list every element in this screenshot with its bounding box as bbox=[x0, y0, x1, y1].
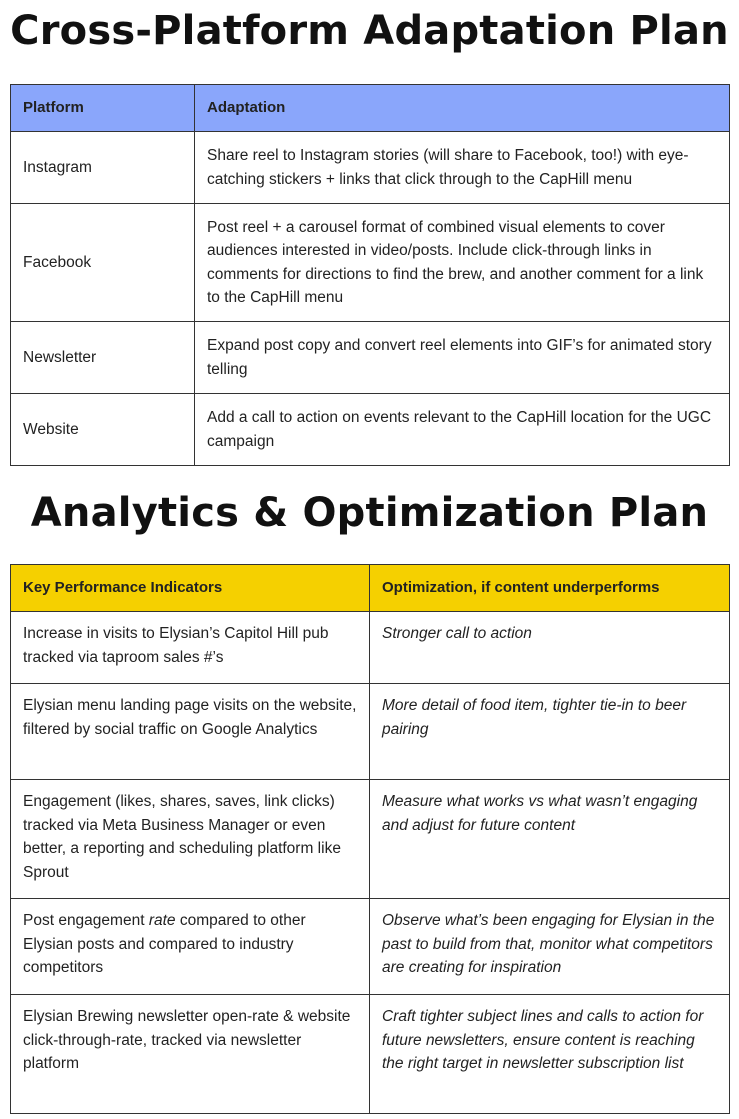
table-row bbox=[11, 204, 730, 322]
kpi-column-header: Key Performance Indicators bbox=[11, 565, 370, 612]
table-row bbox=[11, 780, 730, 899]
table-row bbox=[11, 612, 730, 684]
kpi-text-after: compared to other Elysian posts and compared to industry competitors bbox=[23, 912, 306, 976]
adaptation-table bbox=[10, 84, 730, 466]
kpi-cell bbox=[11, 899, 370, 995]
adaptation-header-row bbox=[11, 85, 730, 132]
table-row bbox=[11, 899, 730, 995]
analytics-table bbox=[10, 564, 730, 1114]
adaptation-cell: Expand post copy and convert reel elements into GIF’s for animated story telling bbox=[195, 322, 730, 394]
kpi-cell: Engagement (likes, shares, saves, link clicks) tracked via Meta Business Manager or even better, a reporting and scheduling platform like Sprout bbox=[11, 780, 370, 899]
table-row bbox=[11, 132, 730, 204]
platform-cell: Website bbox=[11, 394, 195, 466]
adaptation-column-header: Adaptation bbox=[195, 85, 730, 132]
kpi-cell: Increase in visits to Elysian’s Capitol Hill pub tracked via taproom sales #’s bbox=[11, 612, 370, 684]
table-row bbox=[11, 394, 730, 466]
table-row bbox=[11, 684, 730, 780]
kpi-emphasis: rate bbox=[148, 912, 176, 929]
kpi-text-before: Post engagement bbox=[23, 912, 149, 929]
optimization-cell: Craft tighter subject lines and calls to action for future newsletters, ensure content is reaching the right target in newsletter subscription list bbox=[370, 995, 730, 1114]
optimization-cell: Observe what’s been engaging for Elysian in the past to build from that, monitor what competitors are creating for inspiration bbox=[370, 899, 730, 995]
optimization-cell: More detail of food item, tighter tie-in to beer pairing bbox=[370, 684, 730, 780]
adaptation-cell: Post reel + a carousel format of combined visual elements to cover audiences interested in video/posts. Include click-through links in comments for directions to find the brew, and another comment for a link to the CapHill menu bbox=[195, 204, 730, 322]
platform-cell: Facebook bbox=[11, 204, 195, 322]
kpi-cell: Elysian menu landing page visits on the website, filtered by social traffic on Google Analytics bbox=[11, 684, 370, 780]
table-row bbox=[11, 995, 730, 1114]
platform-column-header: Platform bbox=[11, 85, 195, 132]
table-row bbox=[11, 322, 730, 394]
optimization-column-header: Optimization, if content underperforms bbox=[370, 565, 730, 612]
platform-cell: Newsletter bbox=[11, 322, 195, 394]
analytics-plan-title: Analytics & Optimization Plan bbox=[30, 490, 709, 536]
optimization-cell: Stronger call to action bbox=[370, 612, 730, 684]
platform-cell: Instagram bbox=[11, 132, 195, 204]
adaptation-cell: Add a call to action on events relevant to the CapHill location for the UGC campaign bbox=[195, 394, 730, 466]
analytics-header-row bbox=[11, 565, 730, 612]
adaptation-plan-title: Cross-Platform Adaptation Plan bbox=[10, 8, 729, 54]
kpi-cell: Elysian Brewing newsletter open-rate & website click-through-rate, tracked via newsletter platform bbox=[11, 995, 370, 1114]
adaptation-cell: Share reel to Instagram stories (will share to Facebook, too!) with eye-catching stickers + links that click through to the CapHill menu bbox=[195, 132, 730, 204]
optimization-cell: Measure what works vs what wasn’t engaging and adjust for future content bbox=[370, 780, 730, 899]
